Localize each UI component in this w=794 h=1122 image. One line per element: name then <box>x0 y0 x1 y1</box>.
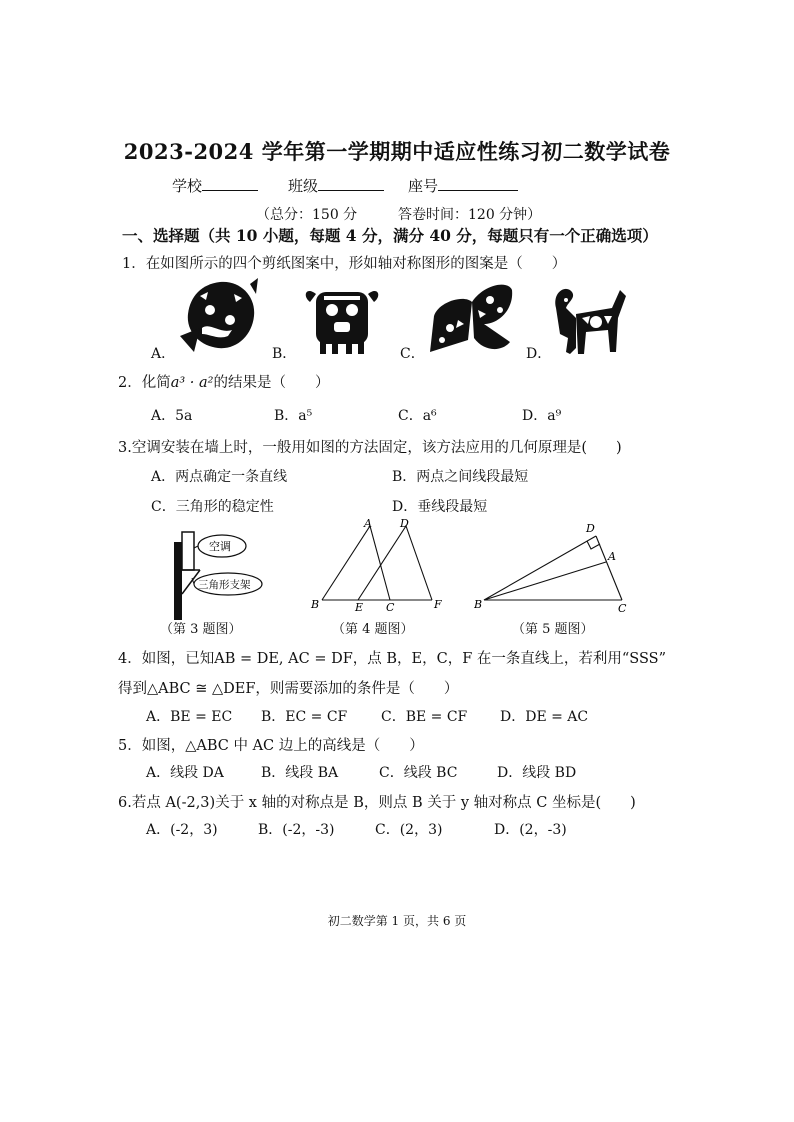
triangle-def <box>358 526 432 600</box>
seat-field[interactable] <box>408 175 518 196</box>
point-a5: A <box>608 550 616 563</box>
seat-blank[interactable] <box>438 176 518 191</box>
papercut-c-image <box>428 280 516 356</box>
label-aircon: 空调 <box>209 540 231 553</box>
q5-option-d[interactable]: D．线段 BD <box>497 765 577 781</box>
point-e: E <box>355 601 364 614</box>
segment-bd <box>484 536 596 600</box>
figure-3-aircon <box>160 522 270 622</box>
q2-option-c[interactable]: C．a⁶ <box>398 408 437 424</box>
q6-option-a[interactable]: A．(-2，3) <box>146 822 218 838</box>
q2-stem <box>118 371 329 392</box>
q4-stem-line1: 4．如图，已知AB = DE, AC = DF，点 B，E，C，F 在一条直线上，若利用“SSS” <box>118 651 666 667</box>
papercut-d-image <box>546 278 626 358</box>
exam-time: 答卷时间：120 分钟） <box>398 207 542 223</box>
q3-option-c[interactable]: C．三角形的稳定性 <box>151 499 274 515</box>
class-field[interactable] <box>288 175 384 196</box>
q1-option-b[interactable]: B． <box>272 346 297 362</box>
school-label: 学校 <box>172 177 203 195</box>
point-b: B <box>311 598 320 611</box>
q5-option-a[interactable]: A．线段 DA <box>146 765 224 781</box>
q4-option-b[interactable]: B．EC = CF <box>261 709 348 725</box>
q6-option-b[interactable]: B．(-2，-3) <box>258 822 335 838</box>
q4-option-c[interactable]: C．BE = CF <box>381 709 468 725</box>
figure-4-caption: （第 4 题图） <box>332 622 414 637</box>
wall <box>174 542 182 620</box>
point-b5: B <box>474 598 483 611</box>
seat-label: 座号 <box>408 177 439 195</box>
q5-stem: 5．如图，△ABC 中 AC 边上的高线是（ ） <box>118 738 424 754</box>
q1-stem: 1．在如图所示的四个剪纸图案中，形如轴对称图形的图案是（ ） <box>122 256 567 272</box>
school-field[interactable] <box>172 175 258 196</box>
q2-option-b[interactable]: B．a⁵ <box>274 408 313 424</box>
q1-option-c[interactable]: C． <box>400 346 425 362</box>
q2-expression: a³ · a² <box>170 375 214 391</box>
q5-option-b[interactable]: B．线段 BA <box>261 765 339 781</box>
q5-option-c[interactable]: C．线段 BC <box>379 765 458 781</box>
point-c5: C <box>618 602 627 614</box>
section-title: 一、选择题（共 10 小题，每题 4 分，满分 40 分，每题只有一个正确选项） <box>122 226 658 245</box>
figure-5-caption: （第 5 题图） <box>512 622 594 637</box>
q6-option-c[interactable]: C．(2，3) <box>375 822 443 838</box>
page-footer: 初二数学第 1 页，共 6 页 <box>327 914 467 928</box>
school-blank[interactable] <box>202 176 258 191</box>
q4-stem-line2: 得到△ABC ≅ △DEF，则需要添加的条件是（ ） <box>118 681 459 697</box>
q2-stem-suffix: 的结果是（ ） <box>213 375 330 391</box>
class-blank[interactable] <box>318 176 384 191</box>
point-a: A <box>364 517 372 530</box>
figure-3-caption: （第 3 题图） <box>160 622 242 637</box>
point-f: F <box>434 598 442 611</box>
segment-dc <box>596 536 622 600</box>
point-c: C <box>386 601 395 614</box>
q3-option-d[interactable]: D．垂线段最短 <box>392 499 488 515</box>
papercut-b-image <box>302 282 382 356</box>
q3-stem: 3.空调安装在墙上时，一般用如图的方法固定，该方法应用的几何原理是( ) <box>118 440 622 456</box>
q6-option-d[interactable]: D．(2，-3) <box>494 822 567 838</box>
aircon-unit <box>182 532 194 570</box>
q1-option-a[interactable]: A． <box>151 346 176 362</box>
q1-option-d[interactable]: D． <box>526 346 552 362</box>
q2-stem-prefix: 2．化简 <box>118 375 171 391</box>
point-d: D <box>400 517 409 530</box>
q4-option-d[interactable]: D．DE = AC <box>500 709 589 725</box>
total-score: （总分：150 分 <box>256 207 358 223</box>
page-title: 2023-2024 学年第一学期期中适应性练习初二数学试卷 <box>123 139 671 164</box>
q2-option-d[interactable]: D．a⁹ <box>522 408 562 424</box>
q3-option-b[interactable]: B．两点之间线段最短 <box>392 469 529 485</box>
point-d5: D <box>586 522 595 535</box>
triangle-abc <box>322 526 390 600</box>
class-label: 班级 <box>288 177 319 195</box>
q3-option-a[interactable]: A．两点确定一条直线 <box>151 469 288 485</box>
label-bracket: 三角形支架 <box>198 579 251 591</box>
q6-stem: 6.若点 A(-2,3)关于 x 轴的对称点是 B，则点 B 关于 y 轴对称点 C 坐标是( ) <box>118 795 636 811</box>
q2-option-a[interactable]: A．5a <box>151 408 193 424</box>
figure-5-triangle <box>474 520 634 614</box>
segment-ba <box>484 562 606 600</box>
papercut-a-image <box>180 276 260 356</box>
figure-4-triangles <box>306 516 456 614</box>
q4-option-a[interactable]: A．BE = EC <box>146 709 233 725</box>
